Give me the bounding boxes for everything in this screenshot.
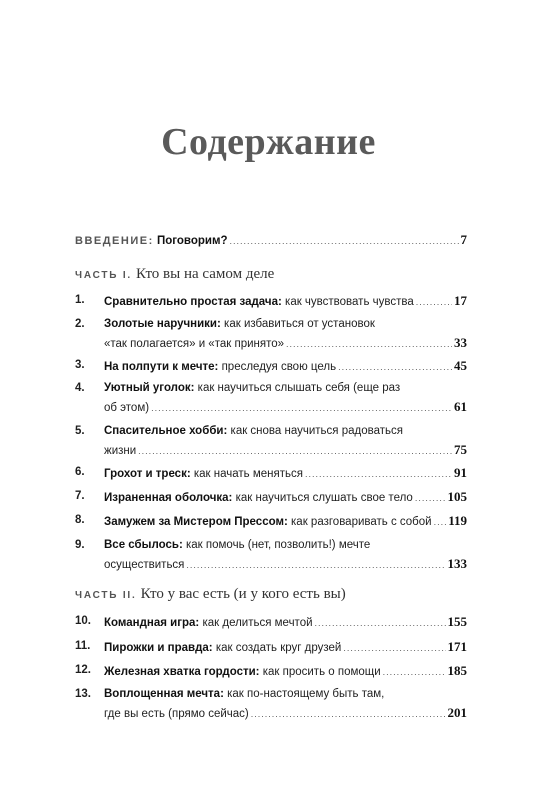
intro-label: ВВЕДЕНИЕ:	[75, 235, 154, 247]
chapter-number: 3.	[75, 359, 85, 371]
chapter-4	[75, 381, 467, 416]
chapter-page: 105	[447, 489, 467, 504]
chapter-10	[75, 614, 467, 631]
part-1-heading	[75, 265, 467, 283]
chapter-page: 171	[447, 639, 467, 654]
dot-leader	[305, 467, 452, 482]
chapter-title: Золотые наручники:	[104, 318, 221, 330]
dot-leader	[343, 641, 445, 656]
chapter-1	[75, 293, 467, 310]
chapter-page: 133	[447, 556, 467, 571]
chapter-title: Железная хватка гордости:	[104, 666, 260, 678]
chapter-subtitle: как чувствовать чувства	[285, 296, 414, 308]
chapter-subtitle-cont: жизни	[104, 445, 137, 457]
chapter-12	[75, 663, 467, 680]
chapter-title: Замужем за Мистером Прессом:	[104, 516, 288, 528]
dot-leader	[415, 491, 446, 506]
chapter-page: 33	[454, 335, 467, 350]
chapter-subtitle: как помочь (нет, позволить!) мечте	[186, 539, 371, 551]
chapter-page: 119	[448, 513, 467, 528]
chapter-subtitle: как научиться слышать себя (еще раз	[197, 382, 401, 394]
chapter-6	[75, 465, 467, 482]
chapter-subtitle: как просить о помощи	[262, 666, 381, 678]
chapter-page: 61	[454, 399, 467, 414]
part-2-label: ЧАСТЬ II.	[75, 590, 137, 601]
dot-leader	[286, 337, 452, 352]
chapter-number: 9.	[75, 539, 85, 551]
intro-title: Поговорим?	[156, 235, 228, 247]
chapter-number: 13.	[75, 688, 91, 700]
chapter-page: 185	[447, 663, 467, 678]
chapter-subtitle: как создать круг друзей	[215, 642, 342, 654]
chapter-title: Сравнительно простая задача:	[104, 296, 282, 308]
chapter-7	[75, 489, 467, 506]
chapter-number: 10.	[75, 615, 91, 627]
chapter-page: 45	[454, 358, 467, 373]
chapter-subtitle: как избавиться от установок	[224, 318, 375, 330]
part-1-label: ЧАСТЬ I.	[75, 270, 133, 281]
toc-intro-line	[75, 232, 467, 249]
chapter-page: 155	[447, 614, 467, 629]
chapter-subtitle-cont: «так полагается» и «так принято»	[104, 338, 285, 350]
dot-leader	[416, 295, 452, 310]
toc-intro	[75, 232, 467, 249]
chapter-page: 75	[454, 442, 467, 457]
dot-leader	[434, 515, 447, 530]
chapter-subtitle: как по-настоящему быть там,	[227, 688, 385, 700]
chapter-subtitle-cont: об этом)	[104, 402, 150, 414]
chapter-9	[75, 538, 467, 573]
chapter-8	[75, 513, 467, 530]
chapter-subtitle: как делиться мечтой	[202, 617, 313, 629]
dot-leader	[229, 234, 458, 249]
chapter-number: 7.	[75, 490, 85, 502]
chapter-title: Грохот и треск:	[104, 468, 191, 480]
dot-leader	[186, 558, 445, 573]
chapter-5	[75, 424, 467, 459]
intro-page: 7	[460, 232, 467, 247]
chapter-number: 5.	[75, 425, 85, 437]
chapter-subtitle: преследуя свою цель	[221, 361, 337, 373]
chapter-subtitle: как начать меняться	[193, 468, 303, 480]
chapter-number: 1.	[75, 294, 85, 306]
chapter-title: На полпути к мечте:	[104, 361, 219, 373]
chapter-page: 201	[447, 705, 467, 720]
chapter-number: 4.	[75, 382, 85, 394]
chapter-13	[75, 687, 467, 722]
part-1-title: Кто вы на самом деле	[136, 266, 275, 282]
chapter-number: 11.	[75, 640, 91, 652]
chapter-subtitle-cont: где вы есть (прямо сейчас)	[104, 708, 249, 720]
chapter-subtitle: как научиться слушать свое тело	[235, 492, 413, 504]
dot-leader	[151, 401, 452, 416]
dot-leader	[383, 665, 446, 680]
chapter-subtitle-cont: осуществиться	[104, 559, 185, 571]
chapter-title: Воплощенная мечта:	[104, 688, 224, 700]
chapter-11	[75, 639, 467, 656]
part-2-title: Кто у вас есть (и у кого есть вы)	[140, 586, 346, 602]
dot-leader	[138, 444, 452, 459]
chapter-title: Командная игра:	[104, 617, 200, 629]
chapter-3	[75, 358, 467, 375]
part-2-heading	[75, 585, 467, 603]
chapter-page: 91	[454, 465, 467, 480]
chapter-title: Уютный уголок:	[104, 382, 195, 394]
dot-leader	[251, 707, 446, 722]
page-title: Содержание	[161, 121, 376, 163]
chapter-2	[75, 317, 467, 352]
chapter-number: 6.	[75, 466, 85, 478]
chapter-page: 17	[454, 293, 467, 308]
chapter-number: 2.	[75, 318, 85, 330]
toc-intro-text	[75, 234, 227, 249]
dot-leader	[338, 360, 452, 375]
chapter-title: Спасительное хобби:	[104, 425, 228, 437]
chapter-subtitle: как снова научиться радоваться	[230, 425, 403, 437]
chapter-subtitle: как разговаривать с собой	[291, 516, 432, 528]
dot-leader	[315, 616, 446, 631]
chapter-title: Пирожки и правда:	[104, 642, 213, 654]
chapter-number: 12.	[75, 664, 91, 676]
chapter-number: 8.	[75, 514, 85, 526]
chapter-title: Израненная оболочка:	[104, 492, 233, 504]
chapter-title: Все сбылось:	[104, 539, 183, 551]
